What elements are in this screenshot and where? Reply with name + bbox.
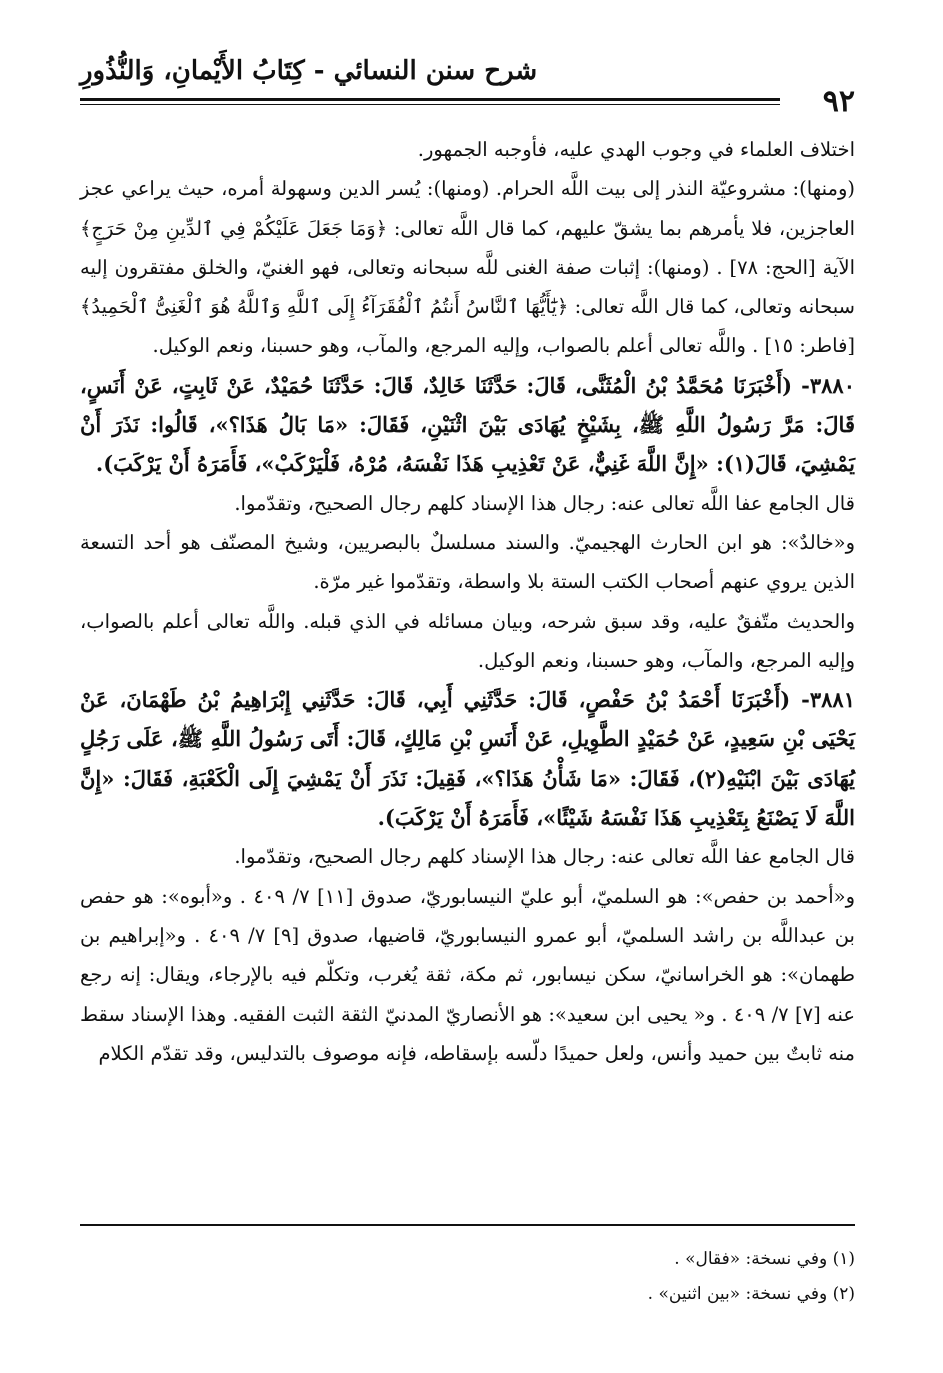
page-body [80,130,855,1073]
paragraph: اختلاف العلماء في وجوب الهدي عليه، فأوجبه الجمهور. [417,138,855,161]
footnote: (١) وفي نسخة: «فقال» . [674,1249,855,1269]
footnote: (٢) وفي نسخة: «بين اثنين» . [647,1284,855,1304]
paragraph: قال الجامع عفا اللَّه تعالى عنه: رجال هذا الإسناد كلهم رجال الصحيح، وتقدّموا. [234,845,855,869]
paragraph: والحديث متّفقٌ عليه، وقد سبق شرحه، وبيان مسائله في الذي قبله. واللَّه تعالى أعلم بالصواب، وإليه المرجع، والمآب، وهو حسبنا، ونعم الوكيل. [80,609,855,672]
book-page [80,50,855,1350]
hadith-text: ٣٨٨٠- (أَخْبَرَنَا مُحَمَّدُ بْنُ الْمُثَنَّى، قَالَ: حَدَّثَنَا خَالِدٌ، قَالَ: حَدَّثَنَا حُمَيْدٌ، عَنْ ثَابِتٍ، عَنْ أَنَسٍ، قَالَ: مَرَّ رَسُولُ اللَّهِ ﷺ، بِشَيْخٍ يُهَادَى بَيْنَ اثْنَيْنِ، فَقَالَ: «مَا بَالُ هَذَا؟»، قَالُوا: نَذَرَ أَنْ يَمْشِيَ، قَالَ(١): «إِنَّ اللَّهَ غَنِيٌّ، عَنْ تَعْذِيبِ هَذَا نَفْسَهُ، مُرْهُ، فَلْيَرْكَبْ»، فَأَمَرَهُ أَنْ يَرْكَبَ). [80,372,855,477]
paragraph: قال الجامع عفا اللَّه تعالى عنه: رجال هذا الإسناد كلهم رجال الصحيح، وتقدّموا. [234,491,855,515]
paragraph: و«أحمد بن حفص»: هو السلميّ، أبو عليّ النيسابوريّ، صدوق [١١] ٧/ ٤٠٩ . و«أبوه»: هو حفص بن عبداللَّه بن راشد السلميّ، أبو عمرو النيسابوريّ، قاضيها، صدوق [٩] ٧/ ٤٠٩ . و«إبراهيم بن طهمان»: هو الخراسانيّ، سكن نيسابور، ثم مكة، ثقة يُغرب، وتكلّم فيه بالإرجاء، ويقال: إنه رجع عنه [٧] ٧/ ٤٠٩ . و« يحيى ابن سعيد»: هو الأنصاريّ المدنيّ الثقة الثبت الفقيه. وهذا الإسناد سقط منه ثابتٌ بين حميد وأنس، ولعل حميدًا دلّسه بإسقاطه، فإنه موصوف بالتدليس، وقد تقدّم الكلام [80,884,856,1065]
running-header [80,56,855,119]
hadith-text: ٣٨٨١- (أَخْبَرَنَا أَحْمَدُ بْنُ حَفْصٍ، قَالَ: حَدَّثَنِي أَبِي، قَالَ: حَدَّثَنِي إِبْرَاهِيمُ بْنُ طَهْمَانَ، عَنْ يَحْيَى بْنِ سَعِيدٍ، عَنْ حُمَيْدٍ الطَّوِيلِ، عَنْ أَنَسِ بْنِ مَالِكٍ، قَالَ: أَتَى رَسُولُ اللَّهِ ﷺ، عَلَى رَجُلٍ يُهَادَى بَيْنَ ابْنَيْهِ(٢)، فَقَالَ: «مَا شَأْنُ هَذَا؟»، فَقِيلَ: نَذَرَ أَنْ يَمْشِيَ إِلَى الْكَعْبَةِ، فَقَالَ: «إِنَّ اللَّهَ لَا يَصْنَعُ بِتَعْذِيبِ هَذَا نَفْسَهُ شَيْئًا»، فَأَمَرَهُ أَنْ يَرْكَبَ). [80,687,855,831]
paragraph: و«خالدٌ»: هو ابن الحارث الهجيميّ. والسند مسلسلٌ بالبصريين، وشيخ المصنّف هو أحد التسعة الذين يروي عنهم أصحاب الكتب الستة بلا واسطة، وتقدّموا غير مرّة. [80,530,855,594]
header-rule [80,98,780,101]
book-title: شرح سنن النسائي - كِتَابُ الأَيْمانِ، وَالنُّذُورِ [80,56,538,86]
page-number: ٩٢ [813,84,855,119]
paragraph: (ومنها): مشروعيّة النذر إلى بيت اللَّه الحرام. (ومنها): يُسر الدين وسهولة أمره، حيث يراعي عجز العاجزين، فلا يأمرهم بما يشقّ عليهم، كما قال اللَّه تعالى: ﴿وَمَا جَعَلَ عَلَيْكُمْ فِي ٱلدِّينِ مِنْ حَرَجٍ﴾ الآية [الحج: ٧٨] . (ومنها): إثبات صفة الغنى للَّه سبحانه وتعالى، فهو الغنيّ، والخلق مفتقرون إليه سبحانه وتعالى، كما قال اللَّه تعالى: ﴿يَٰٓأَيُّهَا ٱلنَّاسُ أَنتُمُ ٱلْفُقَرَآءُ إِلَى ٱللَّهِ وَٱللَّهُ هُوَ ٱلْغَنِىُّ ٱلْحَمِيدُ﴾ [فاطر: ١٥] . واللَّه تعالى أعلم بالصواب، وإليه المرجع، والمآب، وهو حسبنا، ونعم الوكيل. [80,177,855,358]
header-rule-thin [80,104,780,105]
footnote-rule [80,1224,855,1226]
footnotes [80,1242,855,1312]
